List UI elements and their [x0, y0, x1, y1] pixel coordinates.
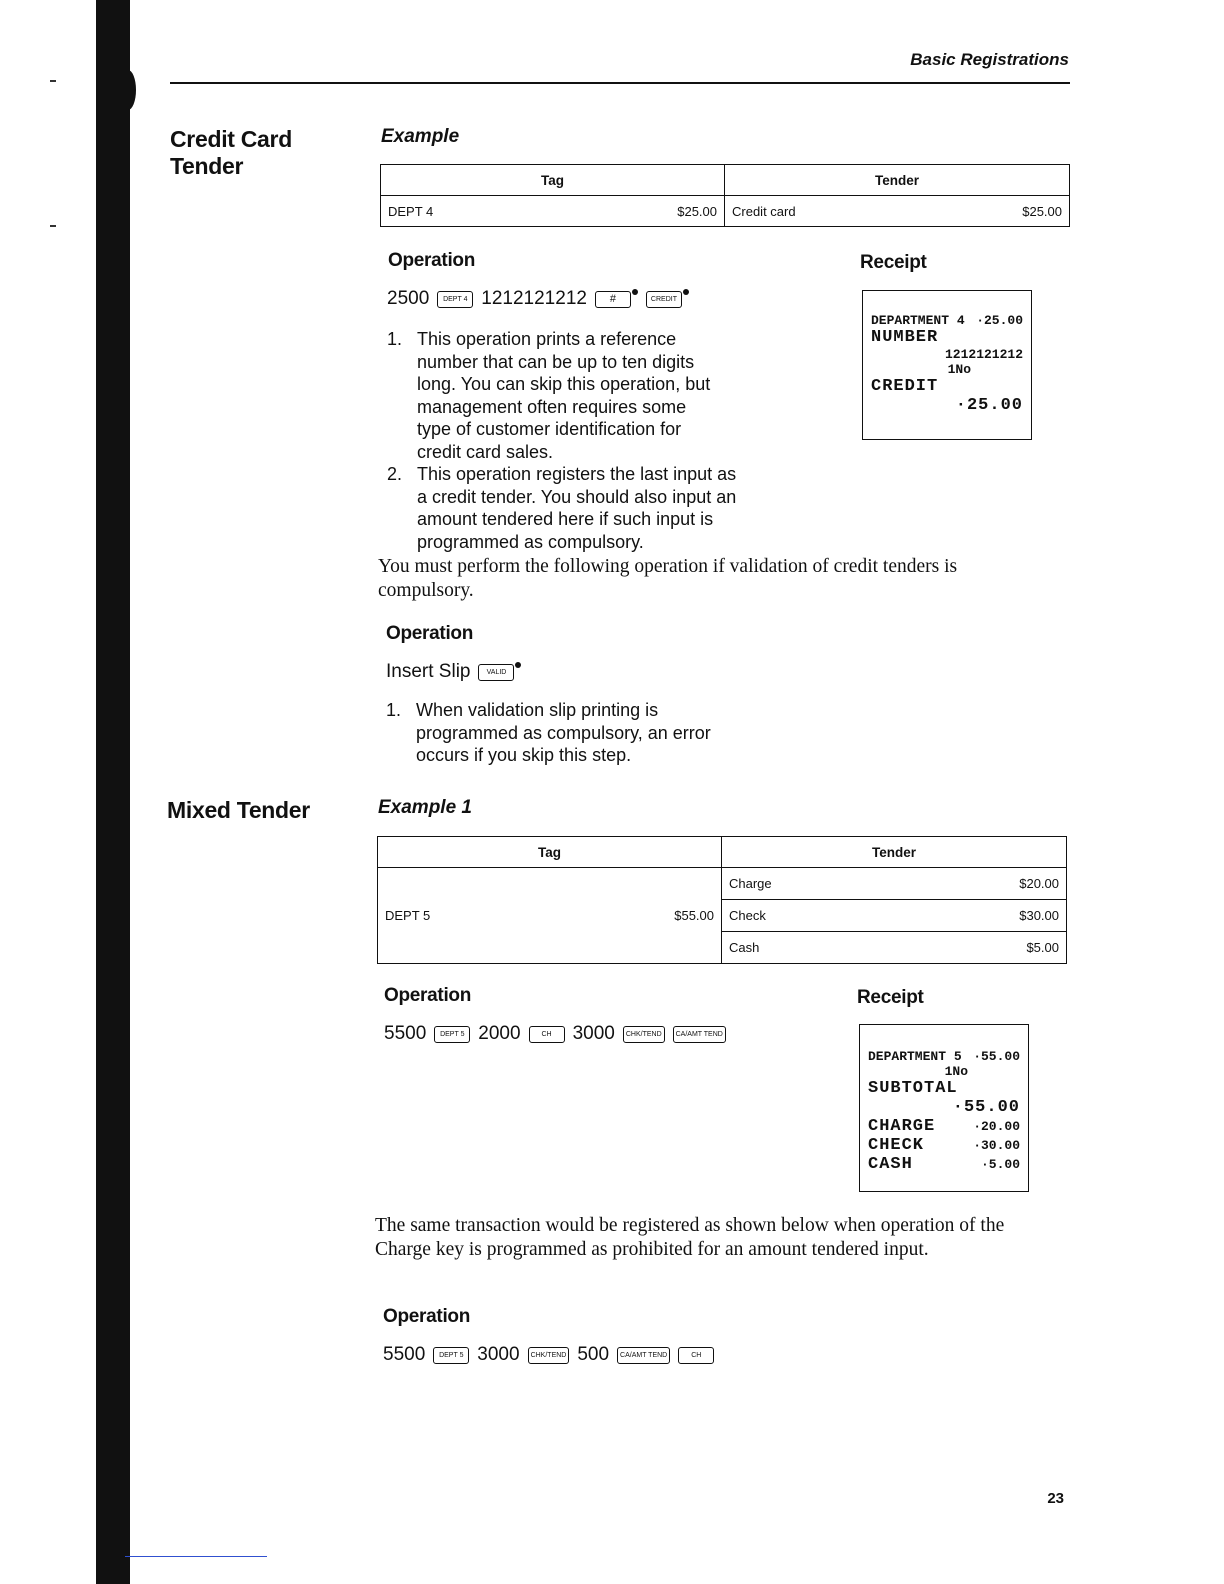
- op-amount: 3000: [572, 1023, 615, 1044]
- list-item: 1. This operation prints a reference number that can be up to ten digits long. You can skip this operation, but management often requires some type of customer identification for credit card sales.: [387, 329, 711, 462]
- section-title-line: Credit Card: [170, 126, 292, 152]
- validation-paragraph: You must perform the following operation if validation of credit tenders is compulsory.: [378, 556, 958, 601]
- receipt-label: Receipt: [857, 987, 924, 1008]
- running-head: Basic Registrations: [910, 50, 1069, 69]
- receipt-check-label: CHECK: [868, 1136, 925, 1155]
- receipt-dept-amount: ·55.00: [973, 1049, 1020, 1064]
- margin-mark: [50, 80, 56, 82]
- example-label: Example 1: [378, 797, 472, 818]
- receipt-check-amount: ·30.00: [973, 1138, 1020, 1153]
- tender-item: Credit card: [732, 203, 796, 219]
- tender-cell: Cash $5.00: [722, 932, 1067, 964]
- mixed-tender-table: [377, 836, 1067, 964]
- receipt-dept: DEPARTMENT 5: [868, 1049, 962, 1064]
- operation-label: Operation: [383, 1306, 471, 1327]
- number-key-icon: #: [595, 291, 631, 308]
- operation-label: Operation: [384, 985, 472, 1006]
- tender-cell: [725, 196, 1070, 227]
- cash-amt-tend-key-icon: CA/AMT TEND: [673, 1026, 726, 1043]
- tag-cell: [381, 196, 725, 227]
- list-item: 1. When validation slip printing is programmed as compulsory, an error occurs if you skip this step.: [386, 700, 711, 765]
- op-amount: 5500: [383, 1344, 426, 1365]
- page-number: 23: [1047, 1490, 1064, 1507]
- receipt-qty: 1No: [947, 362, 971, 377]
- binding-edge: [96, 0, 130, 1584]
- receipt-dept: DEPARTMENT 4: [871, 313, 965, 328]
- step-marker-icon: [515, 662, 521, 668]
- operation-sequence: [387, 288, 689, 310]
- op-amount: 2000: [478, 1023, 521, 1044]
- dept-key-icon: DEPT 5: [434, 1026, 470, 1043]
- table-header-tender: Tender: [722, 837, 1067, 868]
- table-row: [378, 868, 1067, 900]
- receipt-label: Receipt: [860, 252, 927, 273]
- receipt-cash-amount: ·5.00: [980, 1157, 1020, 1172]
- validation-steps: [386, 699, 746, 767]
- header-rule: [170, 82, 1070, 84]
- table-header-tag: Tag: [378, 837, 722, 868]
- receipt-credit-amount: ·25.00: [955, 396, 1023, 415]
- table-row: [381, 196, 1070, 227]
- operation-label: Operation: [386, 623, 474, 644]
- operation-sequence: [386, 661, 521, 683]
- op-amount: 5500: [384, 1023, 427, 1044]
- tag-amount: $55.00: [674, 908, 714, 923]
- charge-key-icon: CH: [529, 1026, 565, 1043]
- cash-amt-tend-key-icon: CA/AMT TEND: [617, 1347, 670, 1364]
- receipt-credit-label: CREDIT: [871, 377, 939, 396]
- receipt-subtotal-label: SUBTOTAL: [868, 1079, 958, 1098]
- tag-cell: [378, 868, 722, 964]
- section-title-mixed: Mixed Tender: [167, 797, 310, 823]
- table-header-row: [378, 837, 1067, 868]
- binding-notch: [120, 70, 136, 110]
- table-header-row: [381, 165, 1070, 196]
- table-header-tag: Tag: [381, 165, 725, 196]
- dept-key-icon: DEPT 4: [437, 291, 473, 308]
- op-reference: 1212121212: [481, 288, 587, 309]
- operation-sequence: [384, 1023, 726, 1045]
- list-item: 2. This operation registers the last input as a credit tender. You should also input an amount tendered here if such input is programmed as compulsory.: [387, 464, 737, 552]
- tag-item: DEPT 5: [385, 908, 431, 923]
- tender-cell: Check $30.00: [722, 900, 1067, 932]
- step-marker-icon: [632, 289, 638, 295]
- credit-tender-table: [380, 164, 1070, 227]
- mixed-receipt: [859, 1024, 1029, 1192]
- receipt-qty: 1No: [944, 1064, 968, 1079]
- receipt-charge-label: CHARGE: [868, 1117, 936, 1136]
- credit-key-icon: CREDIT: [646, 291, 682, 308]
- charge-key-icon: CH: [678, 1347, 714, 1364]
- tender-amount: $25.00: [1022, 203, 1062, 219]
- tag-item: DEPT 4: [388, 203, 434, 219]
- footer-link-line: [125, 1556, 267, 1557]
- table-header-tender: Tender: [725, 165, 1070, 196]
- dept-key-icon: DEPT 5: [433, 1347, 469, 1364]
- tender-cell: Charge $20.00: [722, 868, 1067, 900]
- receipt-number-label: NUMBER: [871, 328, 939, 347]
- receipt-dept-amount: ·25.00: [976, 313, 1023, 328]
- op-amount: 2500: [387, 288, 430, 309]
- op-amount: 3000: [477, 1344, 520, 1365]
- receipt-subtotal-amount: ·55.00: [952, 1098, 1020, 1117]
- receipt-charge-amount: ·20.00: [973, 1119, 1020, 1134]
- section-title-credit: [170, 126, 292, 180]
- receipt-cash-label: CASH: [868, 1155, 913, 1174]
- valid-key-icon: VALID: [478, 664, 514, 681]
- section-title-line: Tender: [170, 153, 244, 179]
- step-marker-icon: [683, 289, 689, 295]
- receipt-number-value: 1212121212: [944, 347, 1023, 362]
- tag-amount: $25.00: [677, 203, 717, 219]
- operation-sequence: [383, 1344, 714, 1366]
- check-tend-key-icon: CHK/TEND: [528, 1347, 570, 1364]
- operation-label: Operation: [388, 250, 476, 271]
- op-amount: 500: [577, 1344, 610, 1365]
- example-label: Example: [381, 126, 460, 147]
- credit-steps: [387, 328, 742, 553]
- check-tend-key-icon: CHK/TEND: [623, 1026, 665, 1043]
- credit-receipt: [862, 290, 1032, 440]
- op-text: Insert Slip: [386, 661, 471, 682]
- margin-mark: [50, 225, 56, 227]
- same-transaction-paragraph: The same transaction would be registered as shown below when operation of the Charge key is programmed as prohibited for an amount tendered input.: [375, 1215, 1005, 1260]
